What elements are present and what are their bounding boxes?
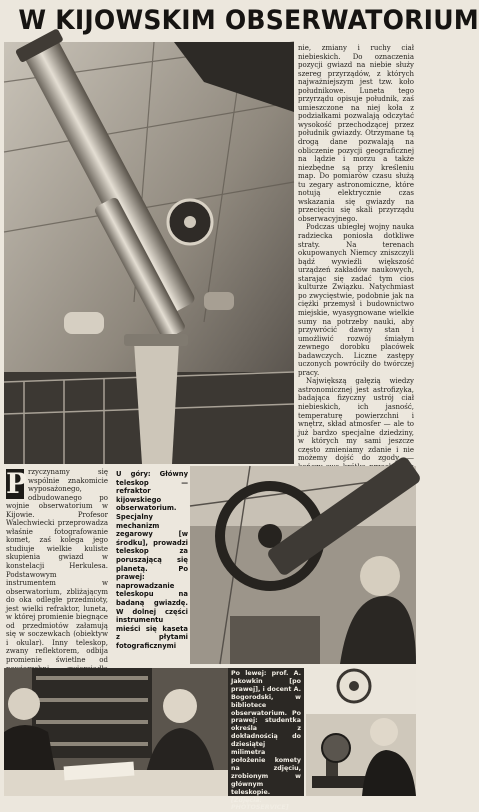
intro-column [6,468,108,666]
drop-cap: P [6,467,28,500]
refractor-telescope-photo [4,42,294,464]
photo-credit: [Zdjęcia: PHOTOSERVICE] [231,796,289,812]
intro-text: rzyczynamy się wspólnie znakomicie wyposażonego, odbudowanego po wojnie obserwatorium w Kijowie. Profesor Walechwiecki przeprowadza właśnie fotografowanie komet, zaś kolega jego studiuje wielkie kuliste skupienia gwiazd w konstelacji Herkulesa. Podstawowym instrumentem w obserwatorium, zbliżającym do oka odległe przedmioty, jest wielki refraktor, luneta, w której promienie biegnące od przedmiotów załamują się w soczewkach (obiektyw i okular). Inny teleskop, zwany reflektorem, odbija promienie świetlne od [6,468,108,665]
main-article-column [298,44,414,463]
caption-top: U góry: Główny teleskop — refraktor kijowskiego obserwatorium. Specjalny mechanizm zegarowy [w środku], prowadzi teleskop za poruszającą się planetą. Po prawej: naprowadzanie teleskopu na badaną gwiazdę. W dolnej części instrumentu mieści się kaseta z płytami fotograficznymi [116,470,188,650]
caption-bottom-text: Po lewej: prof. A. Jakowkin [po prawej], i docent A. Bogorodski, w bibliotece obserwatorium. Po prawej: studentka określa z dokładnością do dziesiątej milimetra położenie komety na zdjęciu, zrobionym w głównym teleskopie. [231,670,301,796]
article-paragraph: Podczas ubiegłej wojny nauka radziecka poniosła dotkliwe straty. Na terenach okupowanych Niemcy zniszczyli bądź wywieźli większość urządzeń zakładów naukowych, starając się zadać tym cios kulturze Związku. Natychmiast po zwycięstwie, podobnie jak na ciężki przemysł i budownictwo miejskie, wyasygnowane wielkie sumy na potrzeby nauki, aby przywrócić dawny stan i umożliwić rozwój śmiałym zewnego dorobku placówek badawczych. Liczne zastępy uczonych powróciły do twórczej pracy. [298,223,414,377]
student-measuring-photo [306,668,416,796]
telescope-pointing-photo [190,466,416,664]
library-professors-photo [4,668,228,796]
page-headline: W KIJOWSKIM OBSERWATORIUM [18,5,479,36]
article-paragraph: Największą gałęzią wiedzy astronomicznej jest astrofizyka, badająca fizyczny ustrój ciał niebieskich, ich jasność, temperaturę powierzchni i wnętrz, skład atmosfer — ale to już bardzo specjalne dziedziny, w których my sami jeszcze często zmieniamy zdanie i nie możemy dojść do zgody — [298,377,414,463]
caption-bottom [231,670,301,812]
article-paragraph: nie, zmiany i ruchy ciał niebieskich. Do oznaczenia pozycji gwiazd na niebie służy szereg przyrządów, z których najważniejszym jest tzw. koło południkowe. Luneta tego przyrządu opisuje południk, zaś umieszczone na niej koła z podziałkami pozwalają odczytać wysokość przechodzącej przez południk gwiazdy. Otrzymane tą drogą dane pozwalają na obliczenie pozycji geograficznej na lądzie i morzu a także niezbędne są przy kreśleniu map. Do pomiarów czasu służą tu zegary astronomiczne, które notują elektrycznie czas wskazania się gwiazdy na przecięciu się skali przyrządu obserwacyjnego. [298,44,414,223]
